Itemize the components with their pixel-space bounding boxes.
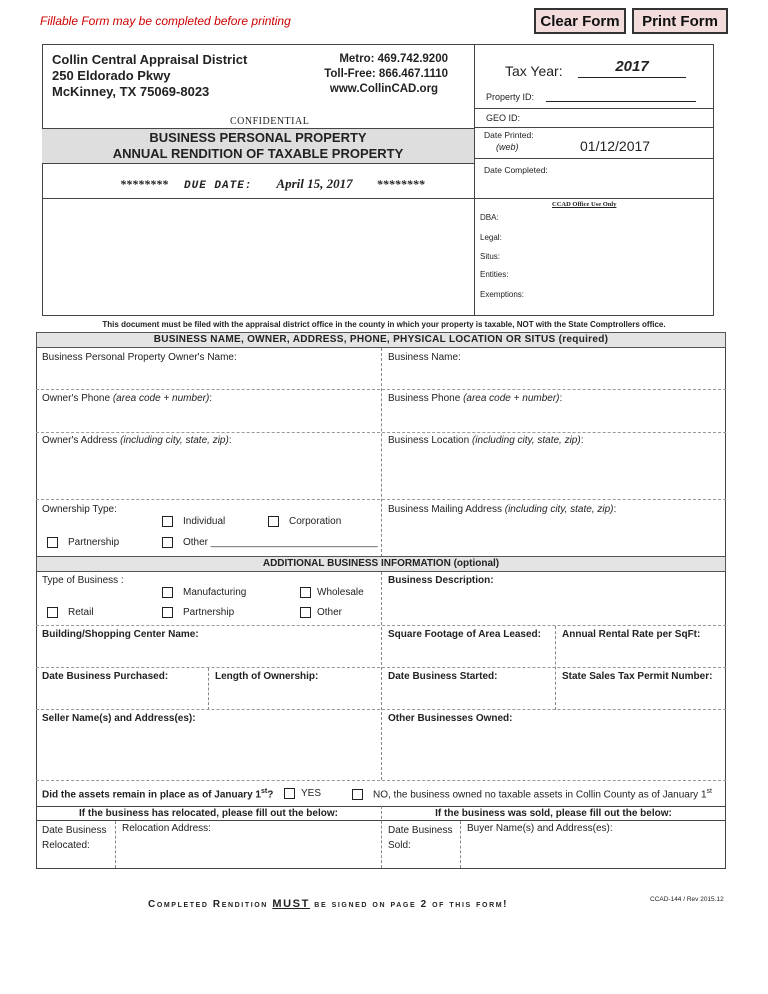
partnership-business-option[interactable]: [162, 607, 234, 618]
date-started-label: Date Business Started:: [388, 671, 498, 682]
manufacturing-option[interactable]: [162, 587, 246, 598]
owner-address-hint: (including city, state, zip): [120, 435, 229, 446]
fillable-note: Fillable Form may be completed before printing: [40, 14, 291, 28]
legal-label: Legal:: [480, 233, 502, 242]
section2-row-divider-3: [36, 709, 726, 710]
business-location-text: Business Location: [388, 435, 470, 446]
print-form-button[interactable]: Print Form: [632, 8, 728, 34]
district-street: 250 Eldorado Pkwy: [52, 68, 171, 83]
other-business-option[interactable]: [300, 607, 342, 618]
corporation-label: Corporation: [289, 516, 342, 527]
assets-no-checkbox[interactable]: [352, 789, 363, 800]
geo-divider-bottom: [474, 127, 714, 128]
other-business-checkbox[interactable]: [300, 607, 311, 618]
retail-label: Retail: [68, 607, 94, 618]
section2-row-divider-1: [36, 625, 726, 626]
length-ownership-label: Length of Ownership:: [215, 671, 319, 682]
business-location-label: Business Location (including city, state, zip):: [388, 435, 584, 446]
date-printed-label: Date Printed:: [484, 130, 534, 140]
sales-tax-permit-label: State Sales Tax Permit Number:: [562, 671, 713, 682]
building-name-label: Building/Shopping Center Name:: [42, 629, 199, 640]
relocated-divider: [115, 821, 116, 868]
owner-address-label: Owner's Address (including city, state, zip):: [42, 435, 232, 446]
relocation-address-label: Relocation Address:: [122, 823, 211, 834]
property-id-label: Property ID:: [486, 92, 535, 102]
signature-notice-part1: Completed Rendition: [148, 899, 273, 910]
section1-row-divider-2: [36, 432, 726, 433]
form-title-line1: BUSINESS PERSONAL PROPERTY: [149, 130, 367, 145]
situs-label: Situs:: [480, 252, 501, 261]
metro-phone: Metro: 469.742.9200: [339, 53, 448, 65]
partnership-business-checkbox[interactable]: [162, 607, 173, 618]
other-ownership-checkbox[interactable]: [162, 537, 173, 548]
wholesale-option[interactable]: [300, 587, 364, 598]
geo-id-label: GEO ID:: [486, 113, 521, 123]
business-name-label: Business Name:: [388, 352, 461, 363]
mailing-address-label: Business Mailing Address (including city, state, zip):: [388, 504, 617, 515]
manufacturing-checkbox[interactable]: [162, 587, 173, 598]
dba-label: DBA:: [480, 213, 499, 222]
due-stars-right: ********: [376, 177, 425, 191]
date-sold-label: [388, 823, 452, 853]
office-use-divider: [474, 198, 714, 199]
partnership-option[interactable]: [47, 537, 119, 548]
section2-row-divider-2: [36, 667, 726, 668]
relocated-heading: If the business has relocated, please fill out the below:: [79, 808, 338, 819]
section2-title: ADDITIONAL BUSINESS INFORMATION (optional): [262, 558, 500, 569]
individual-option[interactable]: [162, 516, 225, 527]
signature-notice-must: MUST: [272, 898, 310, 910]
other-business-label: Other: [317, 607, 343, 618]
rental-rate-label: Annual Rental Rate per SqFt:: [562, 629, 701, 640]
geo-divider-top: [474, 108, 714, 109]
property-id-field[interactable]: [546, 88, 696, 102]
date-completed-divider: [474, 158, 714, 159]
filing-notice: This document must be filed with the appraisal district office in the county in which your property is taxable, NOT with the State Comptrollers office.: [102, 320, 666, 329]
type-of-business-label: Type of Business :: [42, 575, 124, 586]
corporation-checkbox[interactable]: [268, 516, 279, 527]
date-printed-web: (web): [496, 142, 519, 152]
partnership-business-label: Partnership: [183, 607, 235, 618]
business-phone-label: Business Phone (area code + number):: [388, 393, 563, 404]
tax-year-field[interactable]: 2017: [578, 58, 686, 78]
section1-row-divider-3: [36, 499, 726, 500]
other-ownership-label: Other ______________________________: [183, 537, 378, 548]
individual-checkbox[interactable]: [162, 516, 173, 527]
signature-notice-part2: be signed on page 2 of this form!: [309, 899, 509, 910]
ownership-type-label: Ownership Type:: [42, 504, 117, 515]
section1-row-divider-1: [36, 389, 726, 390]
owner-address-text: Owner's Address: [42, 435, 118, 446]
square-footage-label: Square Footage of Area Leased:: [388, 629, 541, 640]
section1-title: BUSINESS NAME, OWNER, ADDRESS, PHONE, PHYSICAL LOCATION OR SITUS (required): [153, 334, 609, 345]
assets-no-text: NO, the business owned no taxable assets in Collin County as of January 1: [373, 789, 707, 801]
section2-left-divider: [208, 668, 209, 710]
assets-no-label: [373, 788, 712, 800]
office-use-label: CCAD Office Use Only: [552, 201, 617, 208]
retail-checkbox[interactable]: [47, 607, 58, 618]
business-phone-hint: (area code + number): [463, 393, 560, 404]
section2-center-divider: [381, 572, 382, 780]
other-businesses-label: Other Businesses Owned:: [388, 713, 513, 724]
district-website[interactable]: www.CollinCAD.org: [329, 83, 439, 95]
assets-no-option[interactable]: [352, 788, 712, 800]
corporation-option[interactable]: [268, 516, 341, 527]
mailing-address-text: Business Mailing Address: [388, 504, 502, 515]
mailing-address-hint: (including city, state, zip): [504, 504, 614, 515]
buyer-name-label: Buyer Name(s) and Address(es):: [467, 823, 613, 834]
owner-phone-label: Owner's Phone (area code + number):: [42, 393, 213, 404]
due-date-value: April 15, 2017: [276, 176, 353, 191]
date-purchased-label: Date Business Purchased:: [42, 671, 169, 682]
section2-right-divider: [555, 626, 556, 710]
owner-name-label: Business Personal Property Owner's Name:: [42, 352, 237, 363]
owner-phone-text: Owner's Phone: [42, 393, 111, 404]
sold-divider: [460, 821, 461, 868]
section3-bottom-border: [36, 868, 726, 869]
assets-question: [42, 788, 273, 800]
entities-label: Entities:: [480, 270, 509, 279]
district-city: McKinney, TX 75069-8023: [52, 84, 210, 99]
date-sold-line1: Date Business: [388, 825, 453, 836]
date-sold-line2: Sold:: [388, 840, 411, 851]
manufacturing-label: Manufacturing: [183, 587, 247, 598]
form-title-line2: ANNUAL RENDITION OF TAXABLE PROPERTY: [112, 146, 404, 161]
business-location-hint: (including city, state, zip): [471, 435, 581, 446]
assets-yes-checkbox[interactable]: [284, 788, 295, 799]
wholesale-label: Wholesale: [317, 587, 364, 598]
due-date-label: DUE DATE:: [184, 180, 253, 192]
form-code: CCAD-144 / Rev 2015.12: [650, 896, 724, 903]
tax-year-label: Tax Year:: [505, 63, 563, 79]
business-description-label: Business Description:: [388, 575, 494, 586]
assets-question-text: Did the assets remain in place as of January 1: [42, 789, 261, 801]
individual-label: Individual: [183, 516, 226, 527]
business-phone-text: Business Phone: [388, 393, 461, 404]
district-name: Collin Central Appraisal District: [52, 52, 248, 67]
due-date-line: [120, 176, 425, 192]
assets-no-sup: st: [706, 788, 712, 795]
clear-form-button[interactable]: Clear Form: [534, 8, 626, 34]
owner-phone-hint: (area code + number): [112, 393, 210, 404]
signature-notice: [148, 898, 508, 910]
date-relocated-label: [42, 823, 106, 853]
section2-row-divider-4: [36, 780, 726, 781]
partnership-label: Partnership: [68, 537, 120, 548]
assets-yes-option[interactable]: [284, 788, 321, 799]
partnership-checkbox[interactable]: [47, 537, 58, 548]
other-ownership-option[interactable]: [162, 537, 378, 548]
due-stars-left: ********: [120, 177, 168, 191]
right-panel-divider: [474, 44, 475, 316]
assets-question-sup: st: [260, 788, 268, 795]
section1-center-divider: [381, 348, 382, 562]
sold-heading: If the business was sold, please fill out the below:: [435, 808, 672, 819]
tollfree-phone: Toll-Free: 866.467.1110: [324, 68, 448, 80]
date-relocated-line2: Relocated:: [42, 840, 90, 851]
date-relocated-line1: Date Business: [42, 825, 107, 836]
assets-question-end: ?: [267, 789, 274, 801]
retail-option[interactable]: [47, 607, 94, 618]
date-completed-label: Date Completed:: [484, 165, 548, 175]
assets-yes-label: YES: [301, 788, 322, 799]
confidential-label: CONFIDENTIAL: [230, 116, 310, 127]
wholesale-checkbox[interactable]: [300, 587, 311, 598]
date-printed-value: 01/12/2017: [580, 138, 651, 154]
form-title: [42, 130, 474, 162]
due-date-divider: [42, 198, 474, 199]
seller-name-label: Seller Name(s) and Address(es):: [42, 713, 196, 724]
exemptions-label: Exemptions:: [480, 290, 525, 299]
